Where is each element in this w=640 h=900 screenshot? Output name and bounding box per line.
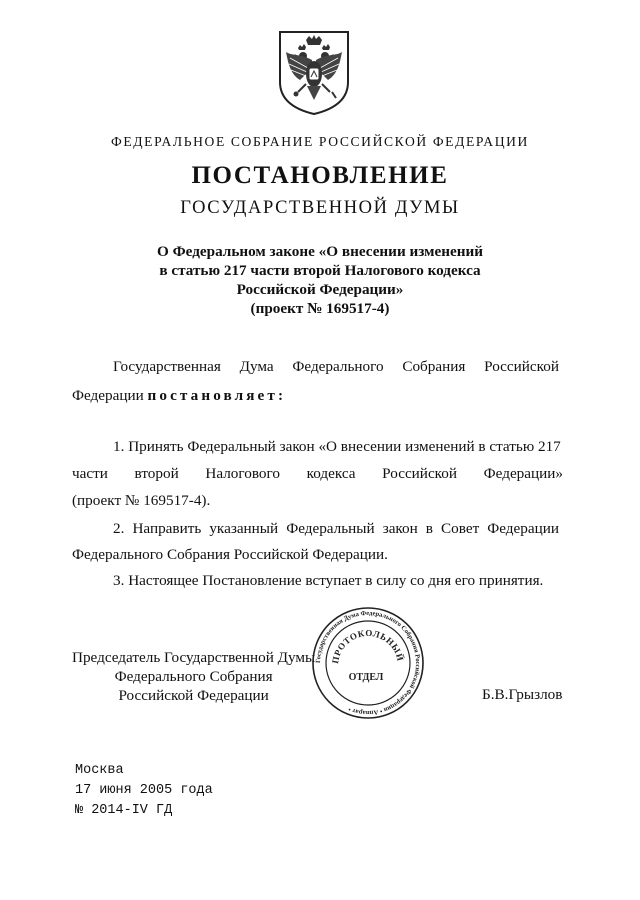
subject-line: в статью 217 части второй Налогового кодекса	[159, 262, 481, 279]
preamble-line	[72, 387, 286, 405]
item-1-line: (проект № 169517-4).	[72, 492, 211, 509]
svg-text:Государственная Дума Федеральн: Государственная Дума Федерального Собрания Российской Федерации • Аппарат •	[314, 609, 422, 717]
item-3-line: 3. Настоящее Постановление вступает в силу со дня его принятия.	[113, 572, 544, 589]
preamble-text: Федерации	[72, 387, 144, 404]
item-1-line: 1. Принять Федеральный закон «О внесении изменений в статью 217	[113, 438, 561, 455]
signatory-position	[72, 648, 315, 705]
item-2-line: 2. Направить указанный Федеральный закон в Совет Федерации	[113, 520, 559, 537]
parliament-name: ФЕДЕРАЛЬНОЕ СОБРАНИЕ РОССИЙСКОЙ ФЕДЕРАЦИИ	[111, 134, 529, 149]
signatory-position-line: Федерального Собрания	[114, 668, 273, 685]
subject-line: (проект № 169517-4)	[250, 300, 390, 317]
resolution-number: № 2014-IV ГД	[75, 803, 173, 818]
signatory-position-line: Российской Федерации	[118, 687, 269, 704]
coat-of-arms-icon	[276, 30, 352, 116]
preamble-line: Государственная Дума Федерального Собрания Российской	[113, 358, 559, 375]
resolution-subject	[0, 242, 640, 318]
item-1-line: части второй Налогового кодекса Российской Федерации»	[72, 465, 563, 482]
subject-line: О Федеральном законе «О внесении изменений	[157, 243, 483, 260]
document-type-title: ПОСТАНОВЛЕНИЕ	[191, 162, 449, 189]
place-of-signing: Москва	[75, 763, 124, 778]
issuing-body-subtitle: ГОСУДАРСТВЕННОЙ ДУМЫ	[180, 198, 460, 218]
operative-word: постановляет:	[147, 387, 287, 404]
date-of-signing: 17 июня 2005 года	[75, 783, 213, 798]
signatory-position-line: Председатель Государственной Думы	[72, 649, 316, 666]
signatory-name: Б.В.Грызлов	[482, 686, 563, 703]
svg-text:ОТДЕЛ: ОТДЕЛ	[348, 672, 384, 683]
svg-text:ПРОТОКОЛЬНЫЙ: ПРОТОКОЛЬНЫЙ	[329, 627, 406, 665]
protocol-department-stamp	[306, 606, 430, 720]
subject-line: Российской Федерации»	[236, 281, 404, 298]
item-2-line: Федерального Собрания Российской Федерации.	[72, 546, 388, 563]
